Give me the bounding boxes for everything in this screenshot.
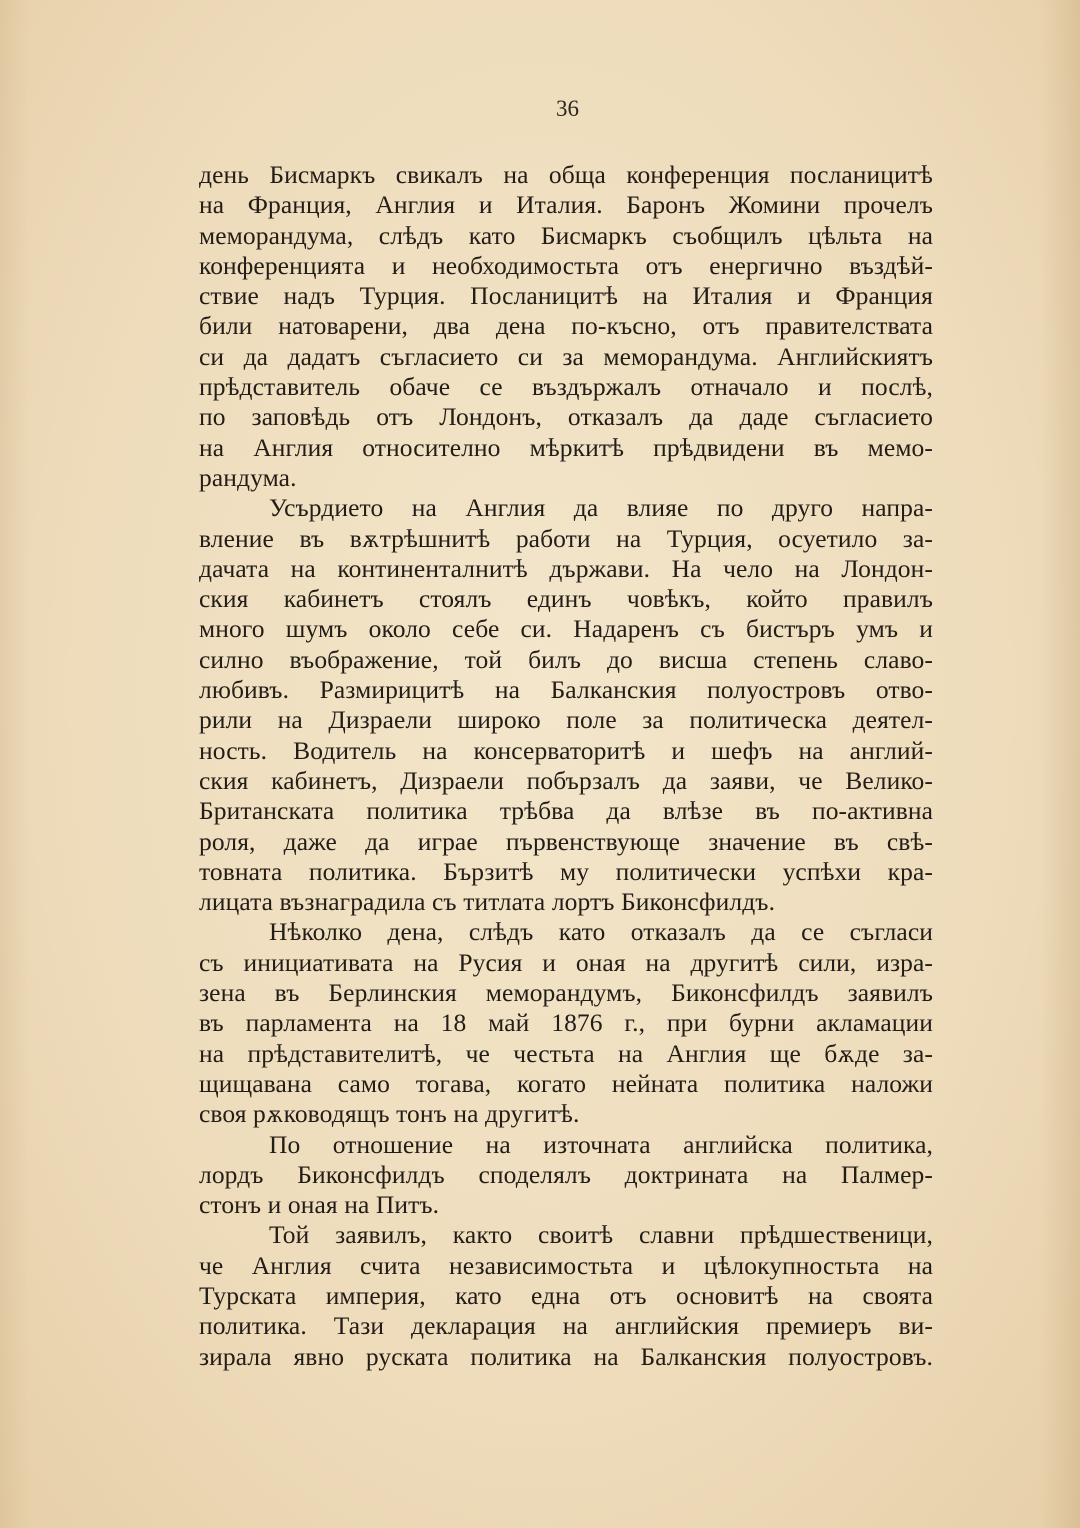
text-line: своя рѫководящъ тонъ на другитѣ. xyxy=(199,1099,580,1129)
text-line: Нѣколко дена, слѣдъ като отказалъ да се съгласи xyxy=(269,917,933,947)
text-line: били натоварени, два дена по-късно, отъ правителствата xyxy=(199,311,933,341)
text-line: зена въ Берлинския меморандумъ, Биконсфилдъ заявилъ xyxy=(199,978,933,1008)
text-line: политика. Тази декларация на английския премиеръ ви- xyxy=(199,1311,933,1341)
body-text xyxy=(199,160,933,1372)
text-line: зирала явно руската политика на Балканския полуостровъ. xyxy=(199,1341,933,1371)
text-line: на Англия относително мѣркитѣ прѣдвидени въ мемо- xyxy=(199,432,933,462)
paragraph-1 xyxy=(199,160,933,493)
text-line: на Франция, Англия и Италия. Баронъ Жомини прочелъ xyxy=(199,190,933,220)
page-edge-shadow-right xyxy=(1040,0,1080,1528)
text-line: конференцията и необходимостьта отъ енергично въздѣй- xyxy=(199,250,933,280)
text-line: день Бисмаркъ свикалъ на обща конференция посланицитѣ xyxy=(199,160,933,189)
text-line: Той заявилъ, както своитѣ славни прѣдшественици, xyxy=(269,1220,933,1250)
text-line: ския кабинетъ стоялъ единъ човѣкъ, който правилъ xyxy=(199,584,933,614)
text-line: лицата възнаградила съ титлата лортъ Биконсфилдъ. xyxy=(199,887,776,917)
text-line: силно въображение, той билъ до висша степень славо- xyxy=(199,644,933,674)
text-line: любивъ. Размирицитѣ на Балканския полуостровъ отво- xyxy=(199,675,933,705)
text-line: рили на Дизраели широко поле за политическа деятел- xyxy=(199,705,933,735)
paragraph-3 xyxy=(199,917,933,1129)
text-line: съ инициативата на Русия и оная на другитѣ сили, изра- xyxy=(199,947,933,977)
text-line: на прѣдставителитѣ, че честьта на Англия ще бѫде за- xyxy=(199,1038,933,1068)
paragraph-4 xyxy=(199,1130,933,1221)
text-line: си да дадатъ съгласието си за меморандума. Английскиятъ xyxy=(199,341,933,371)
paragraph-2 xyxy=(199,493,933,917)
text-line: меморандума, слѣдъ като Бисмаркъ съобщилъ цѣльта на xyxy=(199,220,933,250)
text-line: товната политика. Бързитѣ му политически успѣхи кра- xyxy=(199,856,933,886)
text-line: лордъ Биконсфилдъ споделялъ доктрината на Палмер- xyxy=(199,1159,933,1189)
text-line: Турската империя, като една отъ основитѣ на своята xyxy=(199,1280,933,1310)
text-line: ския кабинетъ, Дизраели побързалъ да заяви, че Велико- xyxy=(199,765,933,795)
text-line: Британската политика трѣбва да влѣзе въ по-активна xyxy=(199,796,933,826)
text-line: щищавана само тогава, когато нейната политика наложи xyxy=(199,1068,933,1098)
text-line: по заповѣдь отъ Лондонъ, отказалъ да даде съгласието xyxy=(199,402,933,432)
text-line: че Англия счита независимостьта и цѣлокупностьта на xyxy=(199,1250,933,1280)
text-line: ность. Водитель на консерваторитѣ и шефъ на англий- xyxy=(199,735,933,765)
paragraph-5 xyxy=(199,1220,933,1371)
text-line: вление въ вѫтрѣшнитѣ работи на Турция, осуетило за- xyxy=(199,523,933,553)
text-line: По отношение на източната английска политика, xyxy=(269,1129,933,1159)
text-line: стонъ и оная на Питъ. xyxy=(199,1190,440,1220)
text-line: прѣдставитель обаче се въздържалъ отначало и послѣ, xyxy=(199,372,933,402)
text-line: въ парламента на 18 май 1876 г., при бурни акламации xyxy=(199,1008,933,1038)
text-line: дачата на континенталнитѣ държави. На чело на Лондон- xyxy=(199,553,933,583)
text-line: Усърдието на Англия да влияе по друго напра- xyxy=(269,493,933,523)
page-edge-shadow-left xyxy=(0,0,30,1528)
text-line: роля, даже да играе първенствующе значение въ свѣ- xyxy=(199,826,933,856)
text-line: рандума. xyxy=(199,462,297,492)
text-line: много шумъ около себе си. Надаренъ съ бистъръ умъ и xyxy=(199,614,933,644)
page-number: 36 xyxy=(556,96,579,121)
text-line: ствие надъ Турция. Посланицитѣ на Италия и Франция xyxy=(199,281,933,311)
